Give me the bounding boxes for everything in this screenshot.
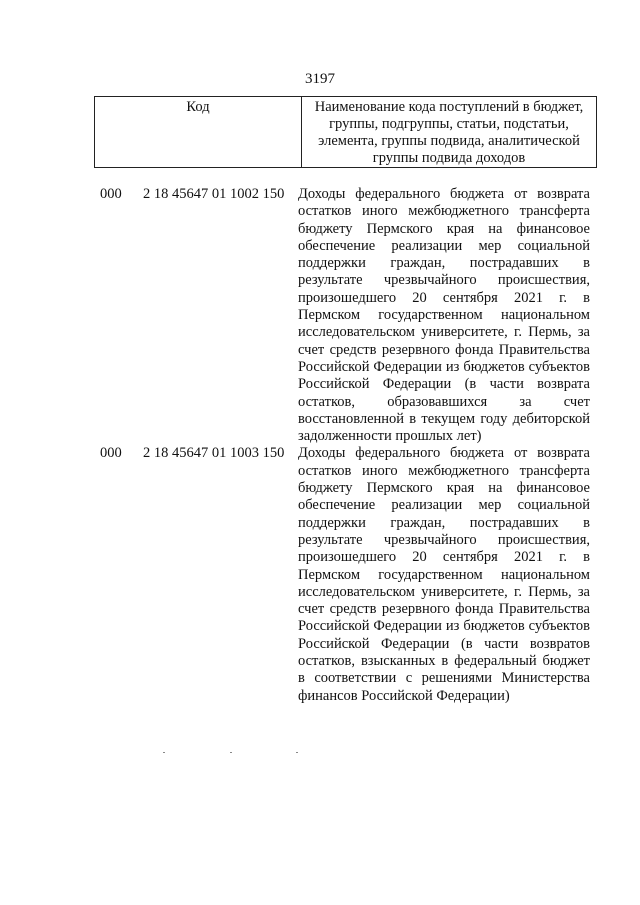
revenue-code-row-1003: [100, 445, 597, 704]
page-number: 3197: [305, 71, 335, 87]
header-table: [94, 96, 597, 168]
revenue-code-row-1002: [100, 186, 597, 445]
header-name-cell: Наименование кода поступлений в бюджет, группы, подгруппы, статьи, подстатьи, элемента, группы подвида, аналитической группы подвида доходов: [302, 97, 597, 168]
admin-code: 000: [100, 445, 122, 462]
header-code-cell: Код: [95, 97, 302, 168]
budget-classification-code: 2 18 45647 01 1002 150: [143, 186, 285, 202]
admin-code: 000: [100, 186, 122, 202]
revenue-description: Доходы федерального бюджета от возврата остатков иного межбюджетного трансферта бюджету Пермского края на финансовое обеспечение реализации мер социальной поддержки граждан, пострадавших в результате чрезвычайного происшествия, произошедшего 20 сентября 2021 г. в Пермском государственном национальном исследовательском университете, г. Пермь, за счет средств резервного фонда Правительства Российской Федерации из бюджетов субъектов Российской Федерации (в части возвратов остатков, взысканных в федеральный бюджет в соответствии с решениями Министерства финансов Российской Федерации): [298, 445, 590, 704]
header-row: [95, 97, 597, 168]
scan-speck: [296, 752, 298, 753]
scan-specks: [0, 752, 640, 756]
budget-classification-code: 2 18 45647 01 1003 150: [143, 445, 285, 462]
revenue-description: Доходы федерального бюджета от возврата остатков иного межбюджетного трансферта бюджету Пермского края на финансовое обеспечение реализации мер социальной поддержки граждан, пострадавших в результате чрезвычайного происшествия, произошедшего 20 сентября 2021 г. в Пермском государственном национальном исследовательском университете, г. Пермь, за счет средств резервного фонда Правительства Российской Федерации из бюджетов субъектов Российской Федерации (в части возврата остатков, образовавшихся за счет восстановленной в текущем году дебиторской задолженности прошлых лет): [298, 186, 590, 445]
scan-speck: [230, 752, 232, 753]
scan-speck: [163, 752, 165, 753]
revenue-code-list: [100, 186, 597, 705]
